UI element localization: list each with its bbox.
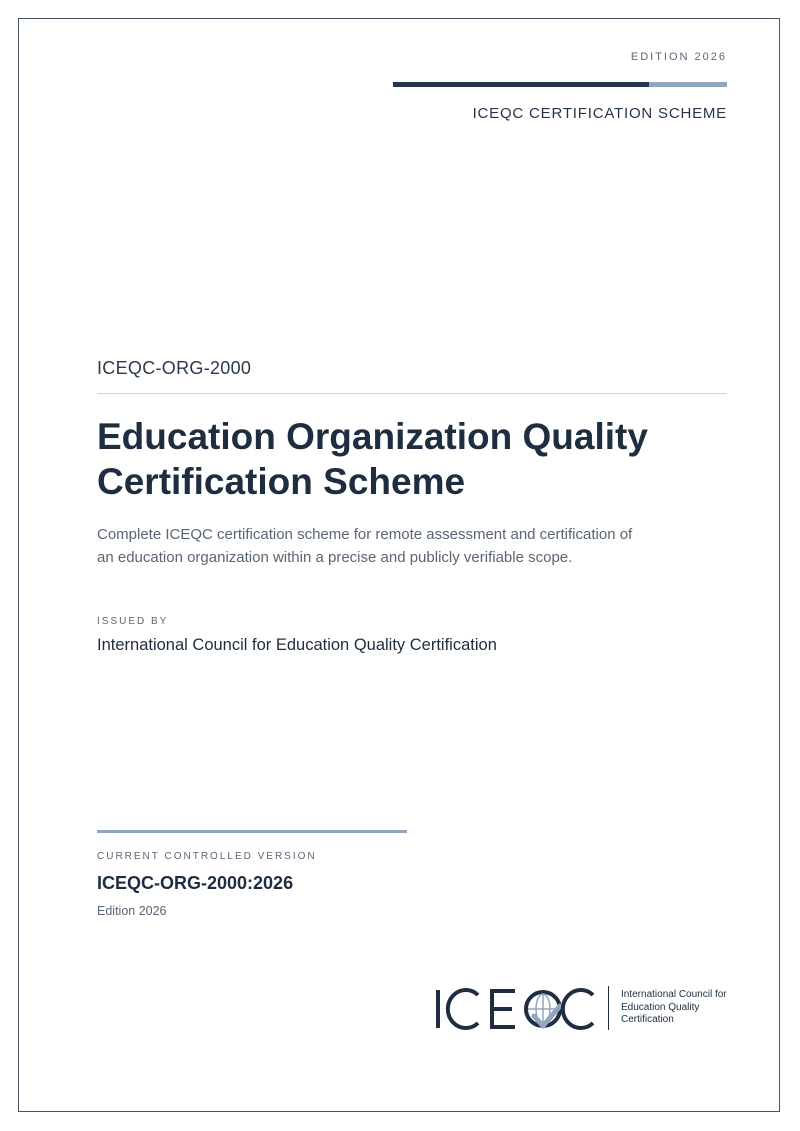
description-line-2: an education organization within a precise and publicly verifiable scope. (97, 549, 573, 566)
logo-caption-line-2: Education Quality (621, 1001, 700, 1013)
logo-divider (608, 986, 609, 1030)
logo-letter-i (436, 990, 440, 1028)
title-line-1: Education Organization Quality (97, 416, 648, 457)
logo-letter-e (492, 991, 515, 1027)
description-line-1: Complete ICEQC certification scheme for remote assessment and certification of (97, 526, 633, 543)
globe-check-icon (526, 992, 560, 1026)
issued-by-label: ISSUED BY (97, 616, 169, 627)
logo-caption-line-3: Certification (621, 1014, 674, 1025)
header-bar-dark (393, 82, 649, 87)
version-edition: Edition 2026 (97, 904, 167, 918)
document-title (97, 414, 737, 504)
logo-caption-line-1: International Council for (621, 989, 727, 1000)
issuer-name: International Council for Education Quality Certification (97, 636, 497, 654)
scheme-label: ICEQC CERTIFICATION SCHEME (472, 105, 727, 122)
logo-letter-c1 (448, 990, 478, 1028)
document-description (97, 523, 677, 569)
title-line-2: Certification Scheme (97, 461, 466, 502)
accent-rule (97, 830, 407, 833)
logo-caption (621, 989, 741, 1027)
divider-line (97, 393, 727, 394)
logo-letter-c2 (563, 990, 593, 1028)
edition-header: EDITION 2026 (630, 51, 727, 63)
version-code: ICEQC-ORG-2000:2026 (97, 873, 294, 893)
document-code: ICEQC-ORG-2000 (97, 358, 252, 378)
header-bar-light (649, 82, 727, 87)
version-label: CURRENT CONTROLLED VERSION (97, 851, 317, 862)
